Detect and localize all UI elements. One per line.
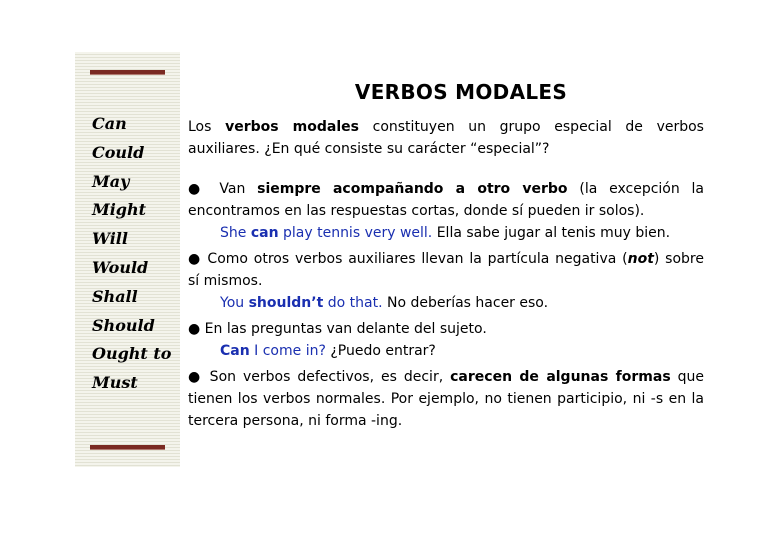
sidebar-bottom-rule	[90, 445, 165, 450]
point-4-text: ● Son verbos defectivos, es decir,	[188, 369, 451, 385]
modal-verb-item: Would	[92, 257, 149, 277]
point-1-text: (la excepción la encontramos en las respuestas cortas, donde sí pueden ir solos).	[188, 181, 704, 219]
example-english: She	[220, 225, 251, 241]
example-english-modal: Can	[220, 343, 250, 359]
point-1-text: ● Van	[188, 181, 258, 197]
point-2-bold: not	[627, 251, 654, 267]
point-3-paragraph	[188, 318, 704, 340]
modal-verb-item: Ought to	[92, 344, 172, 364]
point-3-example	[188, 340, 704, 362]
example-english-modal: can	[250, 225, 279, 241]
point-2-example	[188, 292, 704, 314]
sidebar-top-rule	[90, 70, 165, 75]
example-english: I come in?	[249, 343, 326, 359]
point-1-paragraph	[188, 178, 704, 222]
point-3-text: ● En las preguntas van delante del sujeto.	[188, 321, 487, 337]
intro-text: Los	[188, 119, 226, 135]
modal-verb-item: Could	[92, 142, 145, 162]
point-4-bold: carecen de algunas formas	[450, 369, 671, 385]
intro-text: constituyen un grupo especial de verbos auxiliares.	[188, 119, 704, 157]
intro-question-mark: ¿	[264, 141, 272, 157]
modal-verb-item: Must	[92, 373, 138, 393]
example-spanish: No deberías hacer eso.	[382, 295, 549, 311]
modal-verb-item: Should	[92, 315, 155, 335]
modal-verb-item: Will	[92, 229, 128, 249]
point-2-paragraph	[188, 248, 704, 292]
example-english: You	[220, 295, 249, 311]
example-english-modal: shouldn’t	[248, 295, 324, 311]
point-1-bold: siempre acompañando a otro verbo	[257, 181, 568, 197]
intro-bold-term: verbos modales	[225, 119, 359, 135]
point-2-text: ● Como otros verbos auxiliares llevan la partícula negativa (	[188, 251, 628, 267]
modal-verb-item: Can	[92, 114, 127, 133]
modal-verb-item: Might	[92, 200, 146, 220]
point-4-text: que tienen los verbos normales. Por ejemplo, no tienen participio, ni -s en la tercera persona, ni forma -ing.	[188, 369, 705, 429]
modal-verbs-list	[92, 110, 171, 398]
modal-verb-item: Shall	[92, 286, 138, 306]
example-spanish: ¿Puedo entrar?	[325, 343, 436, 359]
main-content	[188, 78, 704, 432]
intro-paragraph	[188, 116, 704, 160]
example-spanish: Ella sabe jugar al tenis muy bien.	[432, 225, 671, 241]
point-1-example	[188, 222, 704, 244]
example-english: play tennis very well.	[278, 225, 433, 241]
modal-verb-item: May	[92, 171, 130, 191]
intro-question: En qué consiste su carácter “especial”?	[271, 141, 550, 157]
modal-verbs-sidebar	[75, 52, 180, 467]
example-english: do that.	[323, 295, 383, 311]
page-title: VERBOS MODALES	[354, 80, 568, 104]
point-2-text: ) sobre sí mismos.	[188, 251, 704, 289]
point-4-paragraph	[188, 366, 704, 432]
